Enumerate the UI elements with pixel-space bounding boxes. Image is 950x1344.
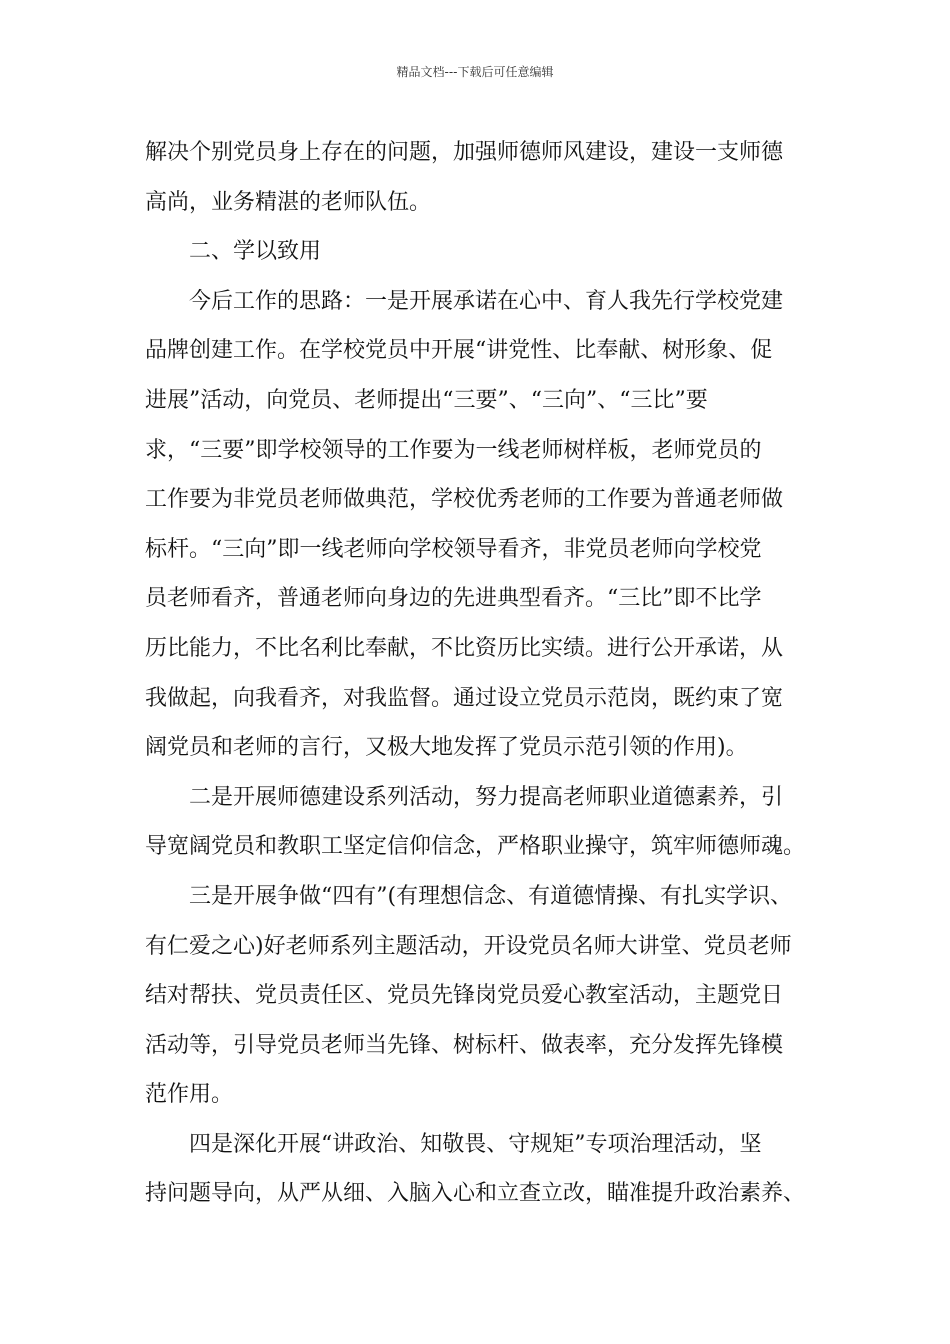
text-line: 我做起，向我看齐，对我监督。通过设立党员示范岗，既约束了宽 — [145, 685, 784, 711]
text-line: 今后工作的思路：一是开展承诺在心中、育人我先行学校党建 — [189, 288, 784, 314]
text-line: 品牌创建工作。在学校党员中开展“讲党性、比奉献、树形象、促 — [145, 338, 773, 364]
section-heading: 二、学以致用 — [189, 239, 322, 265]
text-line: 标杆。“三向”即一线老师向学校领导看齐，非党员老师向学校党 — [145, 536, 762, 562]
text-line: 三是开展争做“四有”(有理想信念、有道德情操、有扎实学识、 — [189, 883, 793, 909]
text-line: 结对帮扶、党员责任区、党员先锋岗党员爱心教室活动，主题党日 — [145, 983, 784, 1009]
text-line: 历比能力，不比名利比奉献，不比资历比实绩。进行公开承诺，从 — [145, 635, 784, 661]
text-line: 有仁爱之心)好老师系列主题活动，开设党员名师大讲堂、党员老师 — [145, 933, 792, 959]
text-line: 二是开展师德建设系列活动，努力提高老师职业道德素养，引 — [189, 784, 784, 810]
text-line: 导宽阔党员和教职工坚定信仰信念，严格职业操守，筑牢师德师魂。 — [145, 834, 806, 860]
text-line: 四是深化开展“讲政治、知敬畏、守规矩”专项治理活动，坚 — [189, 1131, 762, 1157]
text-line: 阔党员和老师的言行，又极大地发挥了党员示范引领的作用)。 — [145, 735, 748, 761]
text-line: 员老师看齐，普通老师向身边的先进典型看齐。“三比”即不比学 — [145, 586, 762, 612]
text-line: 范作用。 — [145, 1082, 234, 1108]
text-line: 高尚，业务精湛的老师队伍。 — [145, 189, 432, 215]
text-line: 进展”活动，向党员、老师提出“三要”、“三向”、“三比”要 — [145, 387, 708, 413]
text-line: 持问题导向，从严从细、入脑入心和立查立改，瞄准提升政治素养、 — [145, 1181, 806, 1207]
text-line: 求，“三要”即学校领导的工作要为一线老师树样板，老师党员的 — [145, 437, 762, 463]
text-line: 解决个别党员身上存在的问题，加强师德师风建设，建设一支师德 — [145, 140, 784, 165]
page-header: 精品文档---下载后可任意编辑 — [396, 65, 554, 79]
text-line: 活动等，引导党员老师当先锋、树标杆、做表率，充分发挥先锋模 — [145, 1032, 784, 1058]
document-body — [145, 128, 827, 1219]
text-line: 工作要为非党员老师做典范，学校优秀老师的工作要为普通老师做 — [145, 487, 784, 513]
